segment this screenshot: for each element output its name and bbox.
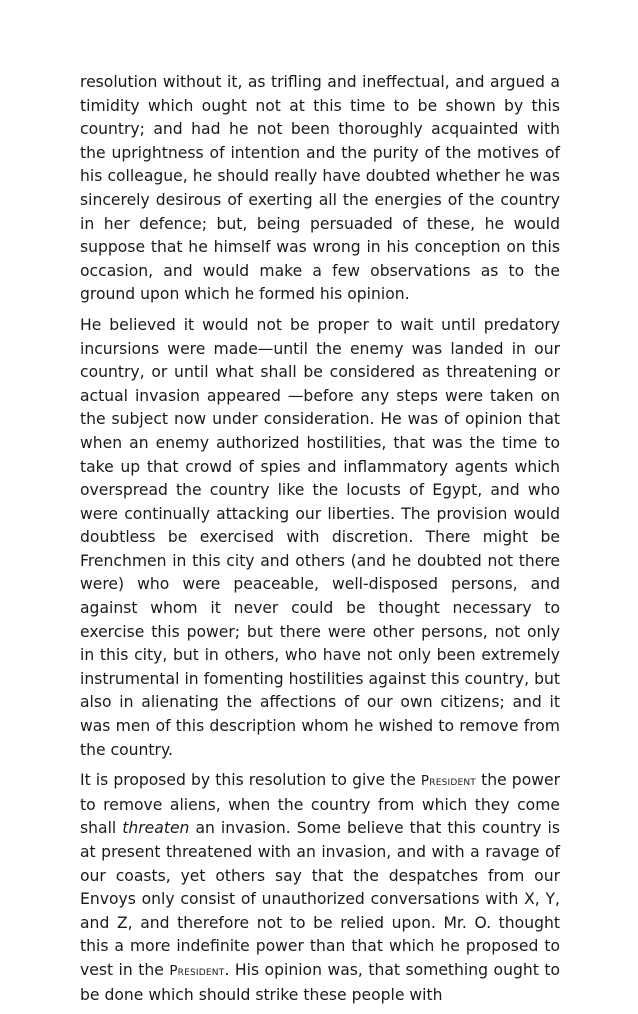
paragraph-2	[80, 314, 560, 762]
paragraph-text: an invasion. Some believe that this country is at present threatened with an invasion, and with a ravage of our coasts, yet others say that the despatches from our Envoys only consist of unauthorized conversations with X, Y, and Z, and therefore not to be relied upon. Mr. O. thought this a more indefinite power than that which he proposed to vest in the	[80, 819, 560, 979]
document-page	[80, 71, 560, 1014]
paragraph-text: It is proposed by this resolution to give the	[80, 771, 421, 790]
small-caps-title: President	[169, 962, 225, 979]
italic-emphasis: threaten	[122, 819, 190, 838]
paragraph-text: He believed it would not be proper to wait until predatory incursions were made—until the enemy was landed in our country, or until what shall be considered as threatening or actual invasion appeared —before any steps were taken on the subject now under consideration. He was of opinion that when an enemy authorized hostilities, that was the time to take up that crowd of spies and inflammatory agents which overspread the country like the locusts of Egypt, and who were continually attacking our liberties. The provision would doubtless be exercised with discretion. There might be Frenchmen in this city and others (and he doubted not there were) who were peaceable, well-disposed persons, and against whom it never could be thought necessary to exercise this power; but there were other persons, not only in this city, but in others, who have not only been extremely instrumental in fomenting hostilities against this country, but also in alienating the affections of our own citizens; and it was men of this description whom he wished to remove from the country.	[80, 315, 560, 759]
paragraph-1	[80, 71, 560, 307]
paragraph-text: resolution without it, as trifling and ineffectual, and argued a timidity which ought not at this time to be shown by this country; and had he not been thoroughly acquainted with the uprightness of intention and the purity of the motives of his colleague, he should really have doubted whether he was sincerely desirous of exerting all the energies of the country in her defence; but, being persuaded of these, he would suppose that he himself was wrong in his conception on this occasion, and would make a few observations as to the ground upon which he formed his opinion.	[80, 73, 560, 304]
paragraph-text: . His opinion was, that something ought to be done which should strike these people with	[80, 960, 560, 1004]
paragraph-3	[80, 769, 560, 1007]
small-caps-title: President	[420, 773, 477, 790]
paragraph-text: the power to remove aliens, when the country from which they come shall	[80, 771, 560, 838]
